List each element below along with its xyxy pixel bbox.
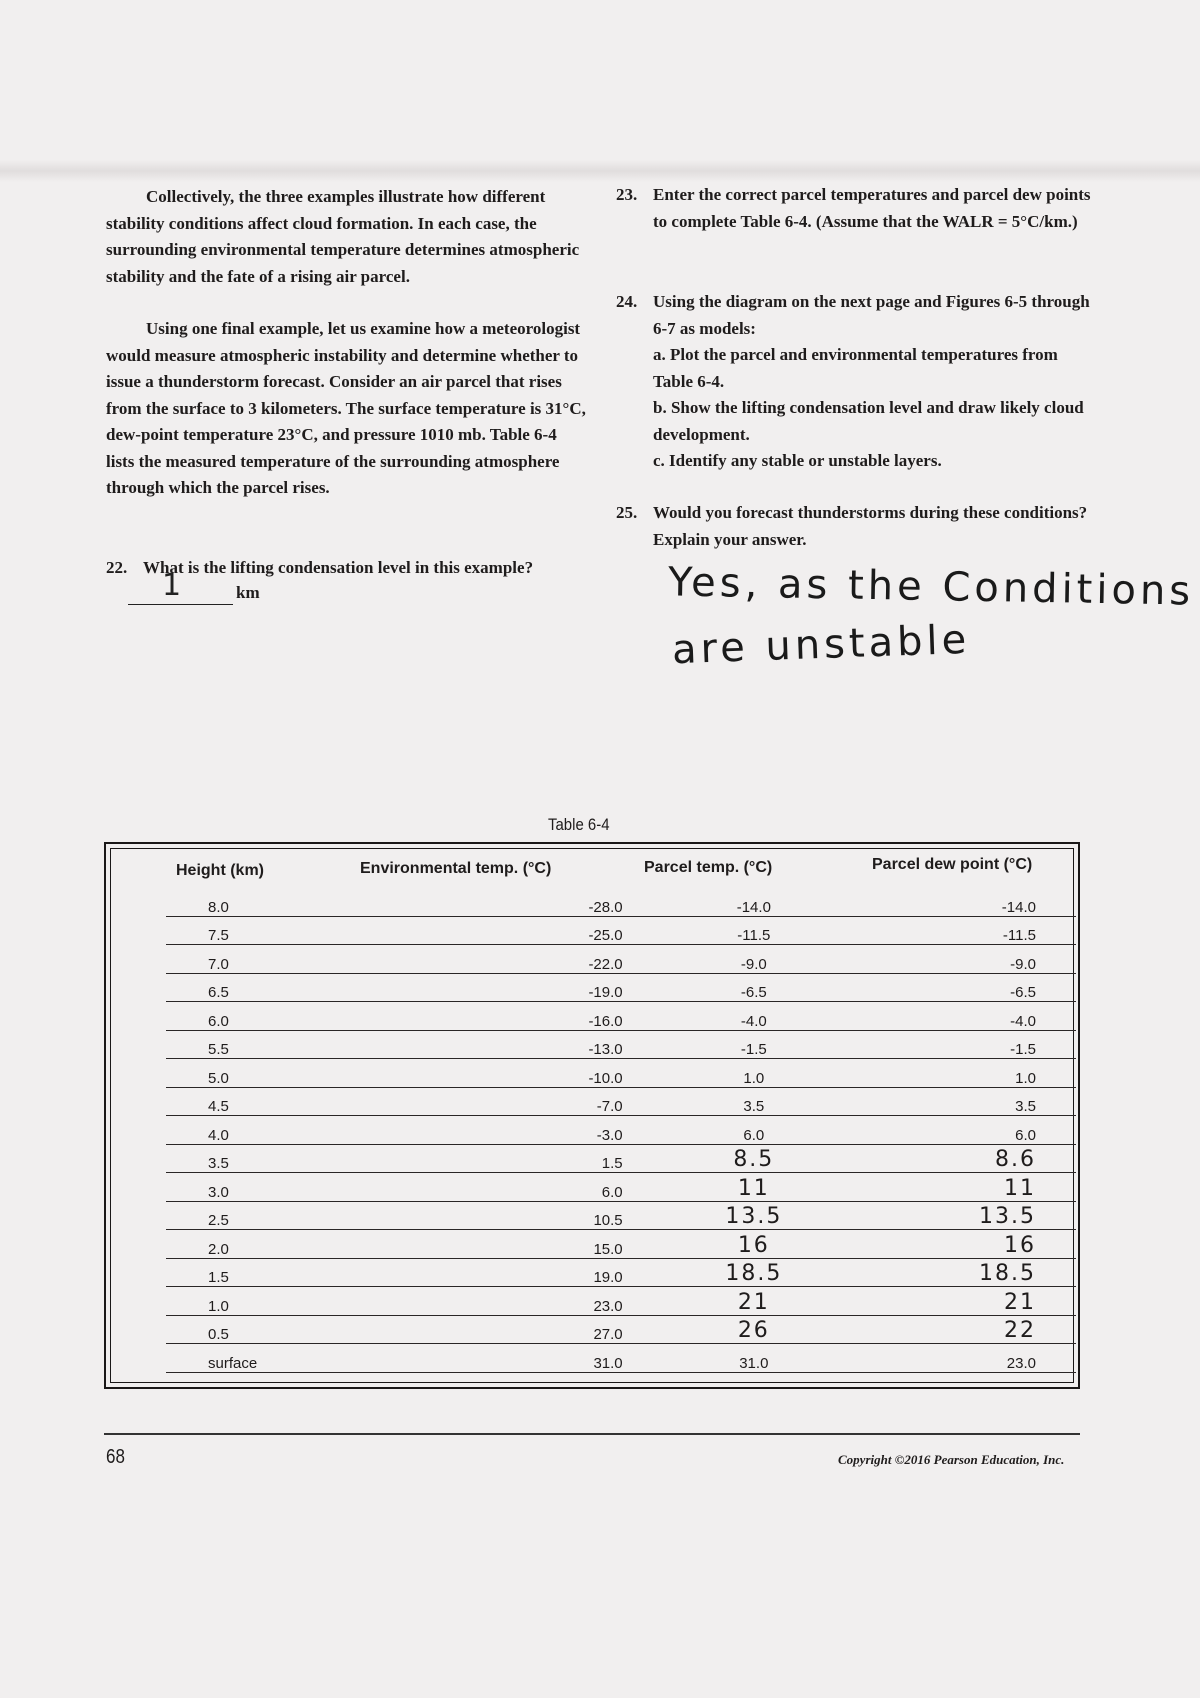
environmental-temp-cell: 10.5 <box>369 1201 642 1230</box>
table-row <box>166 945 1076 974</box>
question-text: Enter the correct parcel temperatures and parcel dew points to complete Table 6-4. (Assume that the WALR = 5°C/km.) <box>653 185 1091 231</box>
handwritten-answer-line-2: are unstable <box>671 616 971 674</box>
height-cell: 8.0 <box>166 888 369 916</box>
dew-point-cell[interactable]: -11.5 <box>865 916 1076 945</box>
copyright-notice: Copyright ©2016 Pearson Education, Inc. <box>838 1452 1065 1467</box>
question-number: 24. <box>616 292 638 311</box>
header-parcel-dew-point: Parcel dew point (°C) <box>872 856 1033 873</box>
dew-point-cell[interactable]: 22 <box>865 1315 1076 1344</box>
scan-shadow <box>0 160 1200 182</box>
question-number: 23. <box>616 185 638 204</box>
height-cell: surface <box>166 1344 369 1373</box>
table-row <box>166 1201 1076 1230</box>
intro-paragraph <box>106 184 586 290</box>
table-row <box>166 1173 1076 1202</box>
parcel-temp-cell[interactable]: -11.5 <box>643 916 865 945</box>
question-number: 22. <box>106 558 128 577</box>
parcel-temp-cell[interactable]: 8.5 <box>643 1144 865 1173</box>
question-text: Using the diagram on the next page and Figures 6-5 through 6-7 as models: <box>653 292 1090 338</box>
parcel-temp-cell[interactable]: 26 <box>643 1315 865 1344</box>
example-text: Using one final example, let us examine how a meteorologist would measure atmospheric instability and determine whether to issue a thunderstorm forecast. Consider an air parcel that rises from the surface to 3 kilometers. The surface temperature is 31°C, dew-point temperature 23°C, and pressure 1010 mb. Table 6-4 lists the measured temperature of the surrounding atmosphere through which the parcel rises. <box>106 319 586 497</box>
height-cell: 7.0 <box>166 945 369 974</box>
environmental-temp-cell: -10.0 <box>369 1059 642 1088</box>
page-number: 68 <box>106 1446 125 1468</box>
question-25 <box>616 500 1096 553</box>
dew-point-cell[interactable]: 1.0 <box>865 1059 1076 1088</box>
height-cell: 5.0 <box>166 1059 369 1088</box>
intro-text: Collectively, the three examples illustrate how different stability conditions affect cloud formation. In each case, the surrounding environmental temperature determines atmospheric stability and the fate of a rising air parcel. <box>106 187 580 286</box>
header-height: Height (km) <box>176 862 264 879</box>
parcel-temp-cell[interactable]: 13.5 <box>643 1201 865 1230</box>
environmental-temp-cell: -28.0 <box>369 888 642 916</box>
environmental-temp-cell: -19.0 <box>369 973 642 1002</box>
environmental-temp-cell: 19.0 <box>369 1258 642 1287</box>
dew-point-cell[interactable]: 11 <box>865 1173 1076 1202</box>
dew-point-cell[interactable]: 18.5 <box>865 1258 1076 1287</box>
sub-item-c: c. Identify any stable or unstable layers. <box>653 451 942 470</box>
parcel-temp-cell[interactable]: 11 <box>643 1173 865 1202</box>
height-cell: 1.5 <box>166 1258 369 1287</box>
question-body <box>653 289 1096 475</box>
table-row <box>166 1002 1076 1031</box>
table-caption: Table 6-4 <box>548 815 610 834</box>
dew-point-cell[interactable]: -4.0 <box>865 1002 1076 1031</box>
height-cell: 5.5 <box>166 1030 369 1059</box>
environmental-temp-cell: -22.0 <box>369 945 642 974</box>
question-text: Would you forecast thunderstorms during these conditions? Explain your answer. <box>653 503 1088 549</box>
parcel-temp-cell[interactable]: 21 <box>643 1287 865 1316</box>
table-row <box>166 888 1076 916</box>
height-cell: 4.0 <box>166 1116 369 1145</box>
handwritten-answer: 1 <box>162 568 182 603</box>
parcel-temp-cell[interactable]: -9.0 <box>643 945 865 974</box>
question-24 <box>616 289 1096 475</box>
height-cell: 6.5 <box>166 973 369 1002</box>
table-body <box>166 888 1076 1372</box>
header-environmental-temp: Environmental temp. (°C) <box>360 860 552 877</box>
parcel-temp-cell[interactable]: -14.0 <box>643 888 865 916</box>
table-row <box>166 973 1076 1002</box>
table-row <box>166 1315 1076 1344</box>
height-cell: 7.5 <box>166 916 369 945</box>
dew-point-cell[interactable]: 8.6 <box>865 1144 1076 1173</box>
parcel-temp-cell[interactable]: 6.0 <box>643 1116 865 1145</box>
question-text: What is the lifting condensation level in this example? <box>143 558 534 577</box>
table-row <box>166 1258 1076 1287</box>
question-23 <box>616 182 1096 235</box>
environmental-temp-cell: 27.0 <box>369 1315 642 1344</box>
table-row <box>166 1030 1076 1059</box>
environmental-temp-cell: -7.0 <box>369 1087 642 1116</box>
environmental-temp-cell: 1.5 <box>369 1144 642 1173</box>
data-table <box>166 888 1076 1373</box>
environmental-temp-cell: 15.0 <box>369 1230 642 1259</box>
dew-point-cell[interactable]: 21 <box>865 1287 1076 1316</box>
table-row <box>166 1287 1076 1316</box>
environmental-temp-cell: -25.0 <box>369 916 642 945</box>
parcel-temp-cell[interactable]: 16 <box>643 1230 865 1259</box>
dew-point-cell[interactable]: -1.5 <box>865 1030 1076 1059</box>
height-cell: 1.0 <box>166 1287 369 1316</box>
example-paragraph <box>106 316 586 502</box>
height-cell: 3.5 <box>166 1144 369 1173</box>
environmental-temp-cell: 31.0 <box>369 1344 642 1373</box>
height-cell: 4.5 <box>166 1087 369 1116</box>
parcel-temp-cell[interactable]: 18.5 <box>643 1258 865 1287</box>
footer-rule <box>104 1433 1080 1435</box>
height-cell: 3.0 <box>166 1173 369 1202</box>
height-cell: 2.0 <box>166 1230 369 1259</box>
parcel-temp-cell[interactable]: -6.5 <box>643 973 865 1002</box>
height-cell: 6.0 <box>166 1002 369 1031</box>
sub-item-a: a. Plot the parcel and environmental temperatures from Table 6-4. <box>653 345 1058 391</box>
table-row <box>166 1230 1076 1259</box>
dew-point-cell[interactable]: -14.0 <box>865 888 1076 916</box>
dew-point-cell[interactable]: -9.0 <box>865 945 1076 974</box>
height-cell: 0.5 <box>166 1315 369 1344</box>
dew-point-cell[interactable]: 16 <box>865 1230 1076 1259</box>
dew-point-cell[interactable]: 23.0 <box>865 1344 1076 1373</box>
parcel-temp-cell[interactable]: -1.5 <box>643 1030 865 1059</box>
table-row <box>166 1059 1076 1088</box>
table-row <box>166 1144 1076 1173</box>
sub-item-b: b. Show the lifting condensation level and draw likely cloud development. <box>653 398 1084 444</box>
handwritten-answer-line-1: Yes, as the Conditions <box>667 559 1195 615</box>
table-row <box>166 916 1076 945</box>
parcel-temp-cell[interactable]: -4.0 <box>643 1002 865 1031</box>
height-cell: 2.5 <box>166 1201 369 1230</box>
answer-unit: km <box>236 583 260 602</box>
parcel-temp-cell[interactable]: 31.0 <box>643 1344 865 1373</box>
environmental-temp-cell: 23.0 <box>369 1287 642 1316</box>
header-parcel-temp: Parcel temp. (°C) <box>644 859 773 876</box>
environmental-temp-cell: 6.0 <box>369 1173 642 1202</box>
question-number: 25. <box>616 503 638 522</box>
environmental-temp-cell: -16.0 <box>369 1002 642 1031</box>
environmental-temp-cell: -13.0 <box>369 1030 642 1059</box>
parcel-temp-cell[interactable]: 3.5 <box>643 1087 865 1116</box>
table-row <box>166 1344 1076 1373</box>
dew-point-cell[interactable]: 13.5 <box>865 1201 1076 1230</box>
dew-point-cell[interactable]: 6.0 <box>865 1116 1076 1145</box>
table-row <box>166 1087 1076 1116</box>
parcel-temp-cell[interactable]: 1.0 <box>643 1059 865 1088</box>
dew-point-cell[interactable]: -6.5 <box>865 973 1076 1002</box>
dew-point-cell[interactable]: 3.5 <box>865 1087 1076 1116</box>
table-row <box>166 1116 1076 1145</box>
environmental-temp-cell: -3.0 <box>369 1116 642 1145</box>
